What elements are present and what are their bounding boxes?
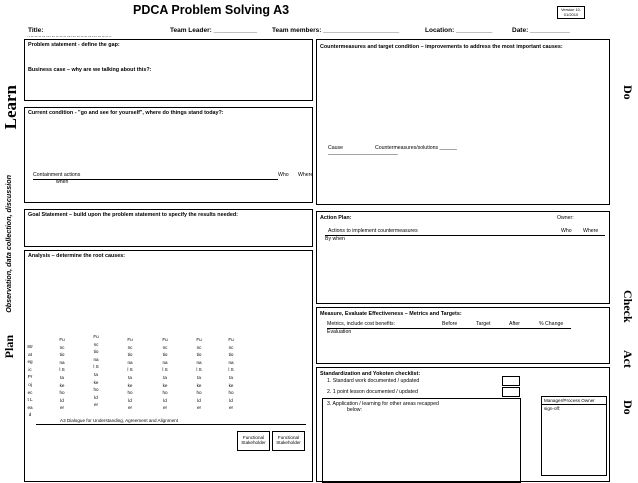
do-label: Do — [621, 85, 635, 100]
column-functional-1: Functional Stakeholder — [59, 337, 65, 411]
functional-stakeholder-box-2-label: Functional Stakeholder — [276, 435, 301, 445]
metrics-underline — [327, 328, 571, 329]
observation-label: Observation, data collection, discussion — [4, 175, 13, 313]
check-label: Check — [621, 290, 635, 323]
actions-row-label: Actions to implement countermeasures — [328, 228, 418, 234]
page-title: PDCA Problem Solving A3 — [133, 3, 290, 17]
team-members-field[interactable]: Team members: _____________________ — [272, 27, 400, 34]
current-condition-box[interactable] — [24, 107, 313, 203]
action-plan-label: Action Plan: — [320, 215, 352, 221]
countermeasure-solutions-label: Countermeasures/solutions ______ — [375, 145, 457, 151]
containment-label: Containment actions — [33, 172, 81, 178]
column-functional-6: Functional Stakeholder — [228, 337, 234, 411]
by-when-label: By when — [325, 236, 345, 242]
pct-change-label: % Change — [539, 321, 564, 327]
version-box — [557, 6, 585, 19]
standardization-box[interactable] — [316, 367, 610, 482]
cause-underline: ____________________________ — [328, 150, 398, 156]
standard-work-checkbox[interactable] — [502, 376, 520, 386]
signoff-label: Manager/Process Owner sign-off: — [544, 398, 595, 411]
column-functional-5: Functional Stakeholder — [196, 337, 202, 411]
act-label: Act — [621, 350, 635, 368]
measure-box[interactable] — [316, 307, 610, 364]
metrics-label: Metrics, include cost benefits: — [327, 321, 396, 327]
application-item: 3. Application / learning for other areas recapped — [327, 401, 439, 407]
lesson-item: 2. 1 point lesson documented / updated — [327, 389, 418, 395]
version-date: 01/2010 — [563, 12, 579, 17]
action-plan-box[interactable] — [316, 211, 610, 304]
dialogue-label: A3 Dialogue for Understanding, Agreement and Alignment — [60, 418, 178, 423]
do-bottom-label: Do — [621, 400, 635, 415]
action-where: Where — [583, 228, 599, 234]
column-functional-3: Functional Stakeholder — [127, 337, 133, 411]
title-label: Title: — [28, 27, 44, 34]
cause-label: Cause — [328, 145, 343, 151]
actions-underline — [325, 235, 605, 236]
containment-who: Who — [278, 172, 289, 178]
containment-underline — [33, 179, 278, 180]
countermeasures-box[interactable] — [316, 39, 610, 205]
containment-when: when — [56, 179, 69, 185]
target-label: Target — [476, 321, 491, 327]
goal-statement-label: Goal Statement – build upon the problem statement to specify the results needed: — [28, 212, 238, 218]
application-item-below: below: — [347, 407, 362, 413]
problem-statement-box[interactable] — [24, 33, 313, 101]
countermeasures-label: Countermeasures and target condition – improvements to address the most important causes: — [320, 44, 563, 50]
dots-line: …………………………………………………… — [27, 33, 111, 39]
functional-stakeholder-box-2[interactable] — [272, 431, 305, 451]
goal-statement-box[interactable] — [24, 209, 313, 247]
owner-label: Owner: — [557, 215, 574, 221]
team-leader-field[interactable]: Team Leader: ____________ — [170, 27, 257, 34]
learn-label: Learn — [1, 85, 20, 130]
date-field[interactable]: Date: ___________ — [512, 27, 570, 34]
standardization-label: Standardization and Yokoten checklist: — [320, 371, 421, 377]
business-case-label: Business case – why are we talking about this?: — [28, 67, 152, 73]
lesson-checkbox[interactable] — [502, 387, 520, 397]
measure-label: Measure, Evaluate Effectiveness – Metrics and Targets: — [320, 311, 462, 317]
problem-statement-label: Problem statement - define the gap: — [28, 42, 120, 48]
column-functional-4: Functional Stakeholder — [162, 337, 168, 411]
functional-stakeholder-box-1-label: Functional Stakeholder — [241, 435, 266, 445]
signoff-header — [541, 396, 607, 411]
dialogue-line — [36, 424, 306, 425]
before-label: Before — [442, 321, 458, 327]
plan-label: Plan — [2, 335, 16, 359]
application-box[interactable] — [322, 398, 521, 483]
column-functional-2: Functional Stakeholder — [93, 334, 99, 408]
analysis-label: Analysis – determine the root causes: — [28, 253, 126, 259]
standard-work-item: 1. Standard work documented / updated — [327, 378, 420, 384]
containment-where: Where — [298, 172, 314, 178]
location-field[interactable]: Location: __________ — [425, 27, 493, 34]
evaluation-label: Evaluation — [327, 329, 352, 335]
column-strategic-lead: Strategic Project Lead — [27, 344, 33, 418]
after-label: After — [509, 321, 520, 327]
action-who: Who — [561, 228, 572, 234]
functional-stakeholder-box-1[interactable] — [237, 431, 270, 451]
current-condition-label: Current condition - "go and see for yourself", where do things stand today?: — [28, 110, 224, 116]
version-label: Version 10. — [560, 7, 581, 12]
